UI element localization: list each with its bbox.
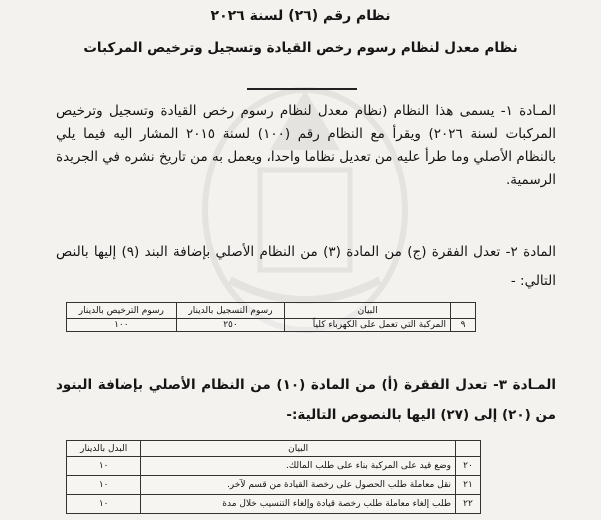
- article-3-table: [66, 440, 481, 514]
- article-2-label: المادة ٢-: [505, 244, 556, 260]
- row-license-fee: ١٠٠: [67, 319, 177, 332]
- row-description: وضع قيد على المركبة بناء على طلب المالك.: [141, 457, 456, 476]
- row-fee: ١٠: [67, 457, 141, 476]
- row-description: طلب إلغاء معاملة طلب رخصة قيادة وإلغاء التنسيب خلال مدة: [141, 495, 456, 514]
- col-header-description: البيان: [285, 303, 451, 319]
- table-row: [67, 457, 481, 476]
- article-1-label: المـادة ١-: [500, 103, 556, 119]
- row-registration-fee: ٢٥٠: [176, 319, 285, 332]
- col-header-number: [451, 303, 476, 319]
- page-subtitle: نظام معدل لنظام رسوم رخص القيادة وتسجيل وترخيص المركبات: [83, 40, 518, 56]
- table-row: [67, 476, 481, 495]
- row-description: المركبة التي تعمل على الكهرباء كلياً: [285, 319, 451, 332]
- col-header-registration-fee: رسوم التسجيل بالدينار: [176, 303, 285, 319]
- article-1-text: يسمى هذا النظام (نظام معدل لنظام رسوم رخص القيادة وتسجيل وترخيص المركبات لسنة ٢٠٢٦) ويقرأ مع النظام رقم (١٠٠) لسنة ٢٠١٥ المشار اليه فيما يلي بالنظام الأصلي وما طرأ عليه من تعديل نظاما واحدا، ويعمل به من تاريخ نشره في الجريدة الرسمية.: [56, 103, 556, 188]
- table-row: [67, 319, 476, 332]
- col-header-license-fee: رسوم الترخيص بالدينار: [67, 303, 177, 319]
- title-divider: [247, 88, 357, 90]
- col-header-number: [456, 441, 481, 457]
- article-2: [56, 238, 556, 296]
- col-header-fee: البدل بالدينار: [67, 441, 141, 457]
- row-fee: ١٠: [67, 476, 141, 495]
- article-3: [56, 370, 556, 430]
- row-number: ٢٠: [456, 457, 481, 476]
- table-row: [67, 495, 481, 514]
- row-description: نقل معاملة طلب الحصول على رخصة القيادة من قسم لآخر.: [141, 476, 456, 495]
- row-number: ٩: [451, 319, 476, 332]
- row-number: ٢٢: [456, 495, 481, 514]
- article-3-text: تعدل الفقرة (أ) من المادة (١٠) من النظام الأصلي بإضافة البنود من (٢٠) إلى (٢٧) اليها بالنصوص التالية:-: [56, 377, 556, 423]
- page-title: نظام رقم (٢٦) لسنة ٢٠٢٦: [210, 8, 391, 24]
- article-1: [56, 100, 556, 192]
- article-3-label: المـادة ٣-: [493, 377, 557, 393]
- article-2-table: [66, 302, 476, 332]
- article-2-text: تعدل الفقرة (ج) من المادة (٣) من النظام الأصلي بإضافة البند (٩) إليها بالنص التالي: -: [56, 244, 556, 289]
- col-header-description: البيان: [141, 441, 456, 457]
- row-number: ٢١: [456, 476, 481, 495]
- row-fee: ١٠: [67, 495, 141, 514]
